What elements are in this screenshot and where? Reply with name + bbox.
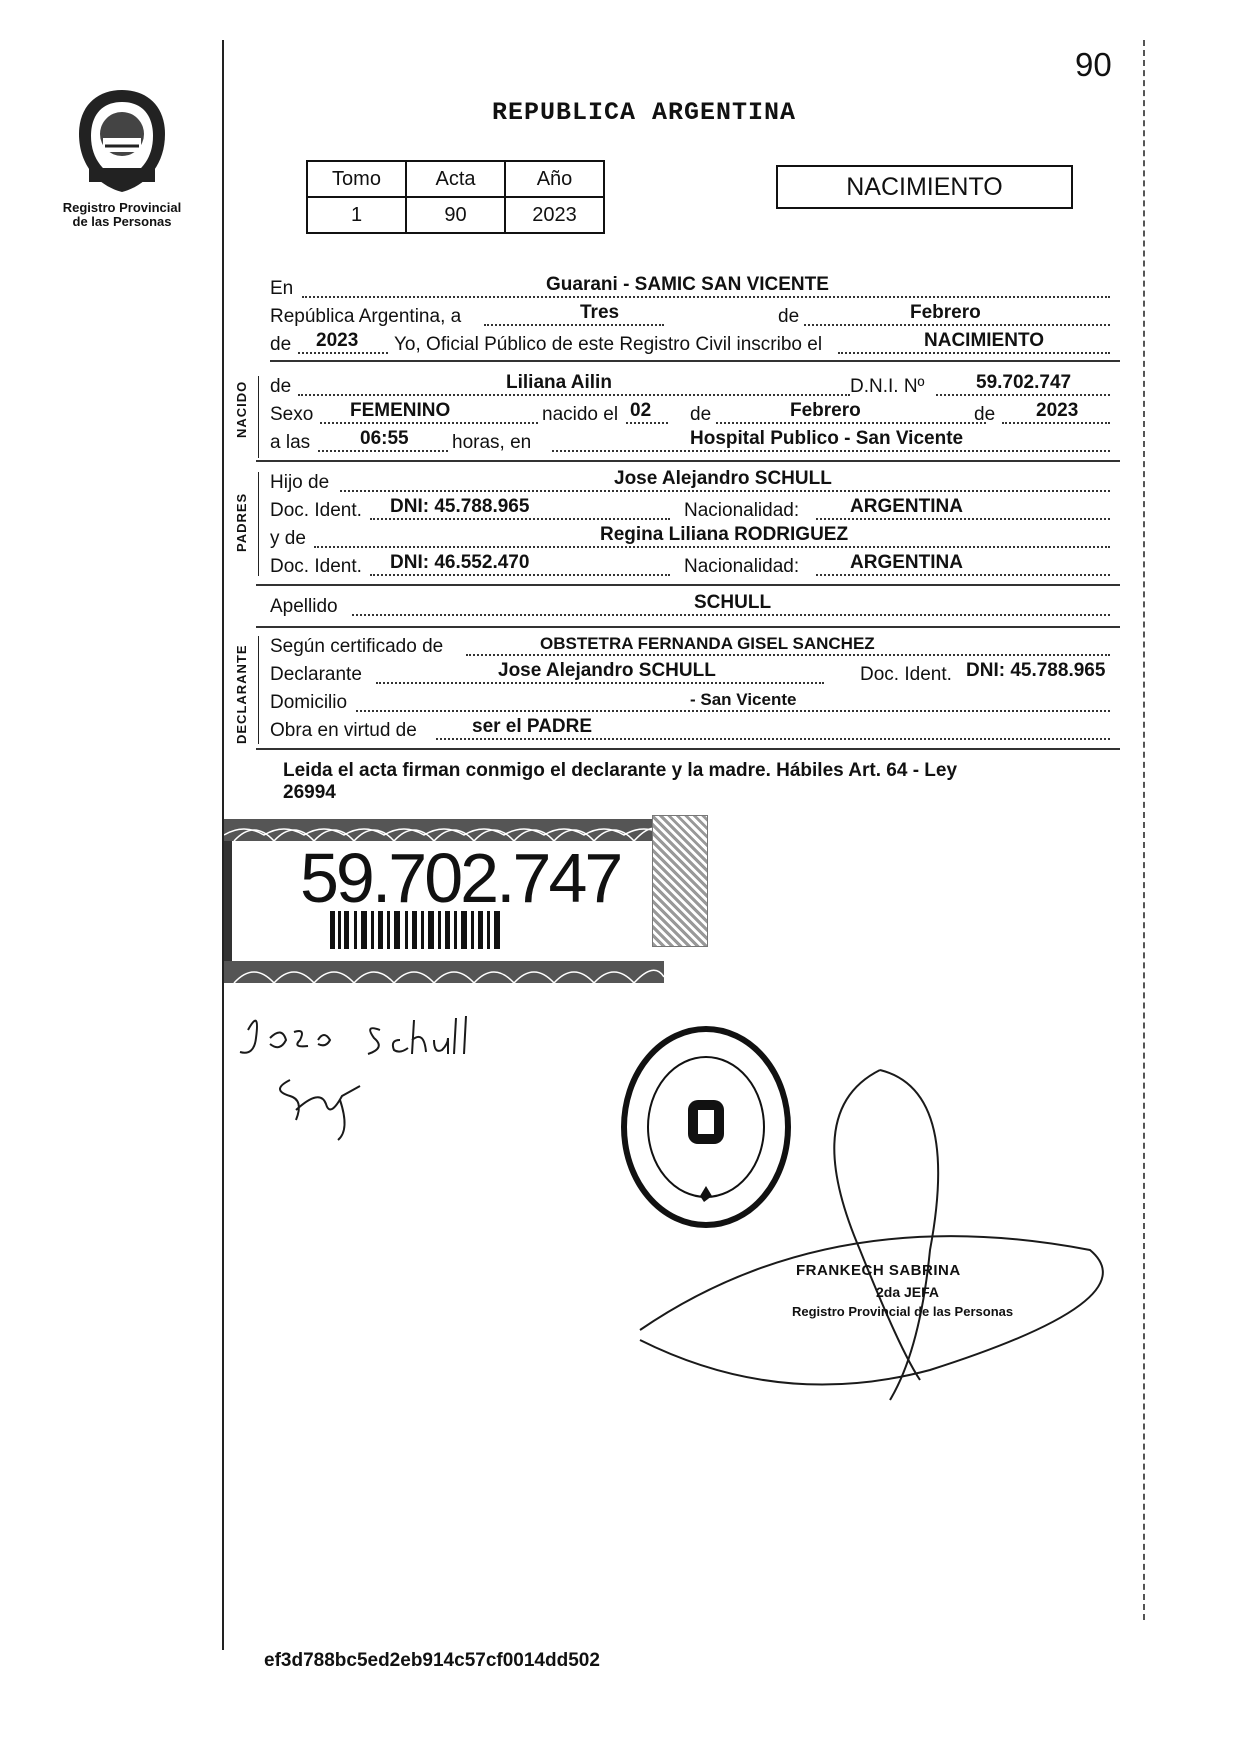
divider <box>256 748 1120 750</box>
row-mother-doc <box>270 552 1120 580</box>
dotted-line <box>552 450 1110 452</box>
mother-doc-value: DNI: 46.552.470 <box>390 552 530 573</box>
sticker-seal-icon <box>652 815 708 947</box>
section-bar <box>258 376 259 458</box>
dotted-line <box>1002 422 1110 424</box>
father-doc-value: DNI: 45.788.965 <box>390 496 530 517</box>
obra-value: ser el PADRE <box>472 716 593 737</box>
registry-logo <box>62 86 182 229</box>
birth-month-value: Febrero <box>790 400 861 421</box>
row-de-year <box>270 330 1120 358</box>
de-label: de <box>974 404 996 425</box>
leida-line1: Leida el acta firman conmigo el declarante y la madre. Hábiles Art. 64 - Ley <box>283 760 958 781</box>
official-signature <box>630 1050 1130 1410</box>
declarante-name-value: Jose Alejandro SCHULL <box>498 660 716 681</box>
dotted-line <box>370 574 670 576</box>
dotted-line <box>340 490 1110 492</box>
row-nacido-name <box>270 372 1120 400</box>
tomo-header: Tomo <box>307 161 406 197</box>
dotted-line <box>318 450 448 452</box>
yde-label: y de <box>270 528 306 549</box>
row-obra <box>270 716 1120 744</box>
dotted-line <box>466 654 1110 656</box>
ano-value: 2023 <box>505 197 604 233</box>
official-office-stamp: Registro Provincial de las Personas <box>792 1304 1014 1319</box>
logo-caption-line2: de las Personas <box>72 214 172 229</box>
divider <box>270 360 1120 362</box>
leida-line2: 26994 <box>283 782 336 803</box>
official-role-stamp: 2da JEFA <box>876 1284 940 1300</box>
row-republica <box>270 302 1120 330</box>
dotted-line <box>356 710 1110 712</box>
day-word: Tres <box>580 302 620 323</box>
row-apellido <box>270 592 1120 620</box>
father-nat-value: ARGENTINA <box>850 496 963 517</box>
nacido-section-label: NACIDO <box>234 380 249 438</box>
doc-label: Doc. Ident. <box>860 664 952 685</box>
nacido-el-label: nacido el <box>542 404 619 425</box>
page-number: 90 <box>1075 46 1112 83</box>
child-name-value: Liliana Ailin <box>506 372 612 393</box>
leida-text <box>283 760 1103 804</box>
dotted-line <box>370 518 670 520</box>
child-dni-value: 59.702.747 <box>976 372 1072 393</box>
dotted-line <box>436 738 1110 740</box>
father-name-value: Jose Alejandro SCHULL <box>614 468 832 489</box>
dotted-line <box>626 422 668 424</box>
certificado-label: Según certificado de <box>270 636 444 657</box>
logo-caption-line1: Registro Provincial <box>62 200 182 215</box>
sexo-label: Sexo <box>270 404 314 425</box>
birth-year-value: 2023 <box>1036 400 1079 421</box>
apellido-value: SCHULL <box>694 592 772 613</box>
ano-header: Año <box>505 161 604 197</box>
right-border-line <box>1143 40 1145 1620</box>
row-declarante <box>270 660 1120 688</box>
nacionalidad-label: Nacionalidad: <box>684 556 800 577</box>
dotted-line <box>936 394 1110 396</box>
mother-name-value: Regina Liliana RODRIGUEZ <box>600 524 849 545</box>
apellido-label: Apellido <box>270 596 338 617</box>
sexo-value: FEMENINO <box>350 400 451 421</box>
acta-value: 90 <box>406 197 505 233</box>
de-label: de <box>270 334 292 355</box>
section-bar <box>258 472 259 576</box>
acta-header: Acta <box>406 161 505 197</box>
alas-label: a las <box>270 432 311 453</box>
section-bar <box>258 636 259 744</box>
tomo-value: 1 <box>307 197 406 233</box>
dotted-line <box>302 296 1110 298</box>
month-value: Febrero <box>910 302 981 323</box>
row-hijo <box>270 468 1120 496</box>
dotted-line <box>838 352 1110 354</box>
act-word-value: NACIMIENTO <box>924 330 1044 351</box>
de-label: de <box>778 306 800 327</box>
horas-label: horas, en <box>452 432 532 453</box>
dotted-line <box>484 324 664 326</box>
row-ydet <box>270 524 1120 552</box>
row-domicilio <box>270 688 1120 716</box>
certificado-value: OBSTETRA FERNANDA GISEL SANCHEZ <box>540 634 875 653</box>
declarante-label: Declarante <box>270 664 362 685</box>
row-sexo <box>270 400 1120 428</box>
document-hash: ef3d788bc5ed2eb914c57cf0014dd502 <box>264 1650 600 1671</box>
official-name-stamp: FRANKECH SABRINA <box>796 1262 961 1279</box>
dotted-line <box>816 518 1110 520</box>
dni-label: D.N.I. Nº <box>850 376 925 397</box>
dotted-line <box>298 394 850 396</box>
row-hora <box>270 428 1120 456</box>
dotted-line <box>376 682 824 684</box>
dotted-line <box>716 422 986 424</box>
year-value: 2023 <box>316 330 359 351</box>
row-en <box>270 274 1120 302</box>
oficial-text: Yo, Oficial Público de este Registro Civil inscribo el <box>394 334 823 355</box>
misiones-seal-icon <box>67 86 177 196</box>
mother-nat-value: ARGENTINA <box>850 552 963 573</box>
dotted-line <box>298 352 388 354</box>
declarant-signature <box>230 1000 530 1150</box>
republica-label: República Argentina, a <box>270 306 462 327</box>
de-label: de <box>270 376 292 397</box>
obra-label: Obra en virtud de <box>270 720 417 741</box>
registry-table <box>306 160 605 234</box>
act-type-box: NACIMIENTO <box>776 165 1073 209</box>
time-value: 06:55 <box>360 428 409 449</box>
birth-place-value: Hospital Publico - San Vicente <box>690 428 964 449</box>
domicilio-value: - San Vicente <box>690 690 797 709</box>
dotted-line <box>804 324 1110 326</box>
dotted-line <box>320 422 538 424</box>
padres-section-label: PADRES <box>234 492 249 552</box>
dotted-line <box>352 614 1110 616</box>
doc-label: Doc. Ident. <box>270 500 362 521</box>
declarante-doc-value: DNI: 45.788.965 <box>966 660 1106 681</box>
divider <box>256 460 1120 462</box>
hijo-label: Hijo de <box>270 472 330 493</box>
declarante-section-label: DECLARANTE <box>234 644 249 744</box>
row-certificado <box>270 632 1120 660</box>
sticker-dni-number: 59.702.747 <box>300 839 621 917</box>
row-father-doc <box>270 496 1120 524</box>
dotted-line <box>816 574 1110 576</box>
doc-label: Doc. Ident. <box>270 556 362 577</box>
divider <box>256 626 1120 628</box>
en-label: En <box>270 278 294 299</box>
birth-day-value: 02 <box>630 400 652 421</box>
country-title: REPUBLICA ARGENTINA <box>492 98 797 127</box>
divider <box>256 584 1120 586</box>
de-label: de <box>690 404 712 425</box>
dotted-line <box>314 546 1110 548</box>
place-value: Guarani - SAMIC SAN VICENTE <box>546 274 829 295</box>
domicilio-label: Domicilio <box>270 692 348 713</box>
nacionalidad-label: Nacionalidad: <box>684 500 800 521</box>
